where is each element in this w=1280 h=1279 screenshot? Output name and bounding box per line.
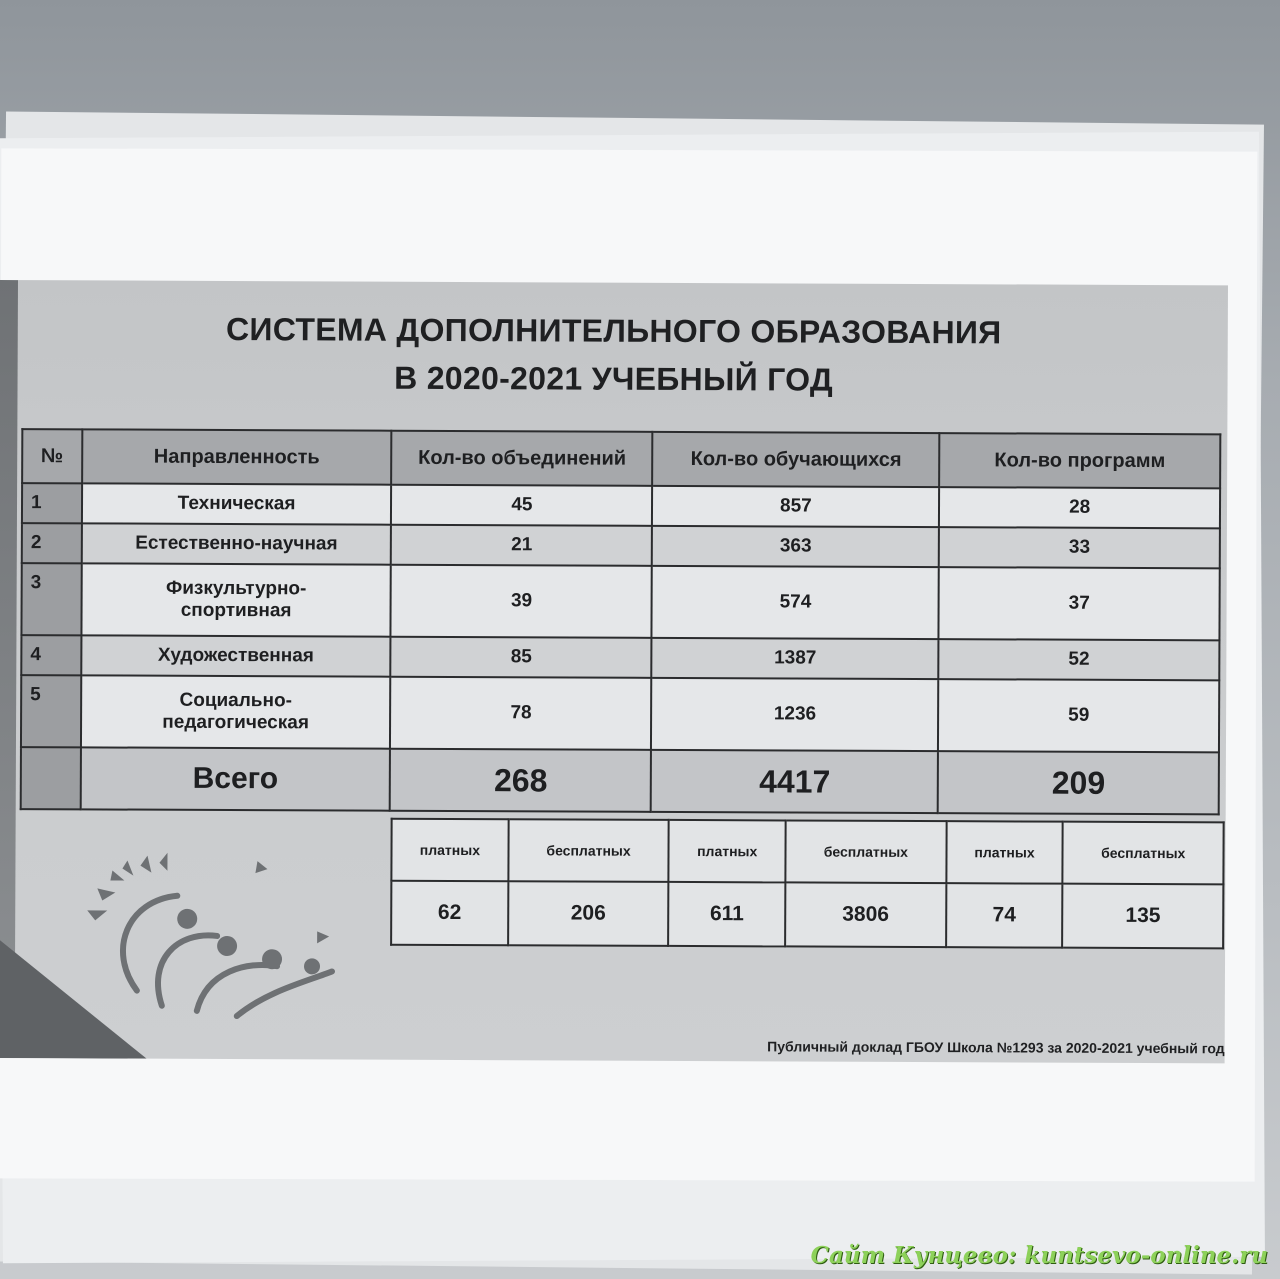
row-direction: Социально-педагогическая <box>81 675 391 748</box>
header-num: № <box>22 429 82 483</box>
students-free-label: бесплатных <box>785 820 946 883</box>
page-title: СИСТЕМА ДОПОЛНИТЕЛЬНОГО ОБРАЗОВАНИЯ <box>225 310 1002 351</box>
row-num: 5 <box>21 675 81 747</box>
breakdown-labels-row <box>391 819 1223 885</box>
row-students: 1387 <box>652 638 939 679</box>
table-header-row <box>22 429 1220 488</box>
associations-paid-label: платных <box>391 819 508 882</box>
row-associations: 78 <box>390 677 651 750</box>
page-subtitle: В 2020-2021 УЧЕБНЫЙ ГОД <box>394 359 834 398</box>
row-associations: 39 <box>391 565 652 638</box>
table-row <box>22 483 1220 528</box>
associations-free-value: 206 <box>508 881 669 946</box>
row-programs: 59 <box>938 679 1219 752</box>
programs-paid-value: 74 <box>946 883 1063 948</box>
row-direction: Естественно-научная <box>81 523 391 564</box>
row-direction: Физкультурно-спортивная <box>81 563 391 636</box>
table-row <box>21 563 1219 640</box>
education-table <box>20 428 1222 815</box>
row-students: 857 <box>652 486 939 527</box>
associations-paid-value: 62 <box>391 881 508 946</box>
students-paid-label: платных <box>669 820 786 883</box>
school-logo-icon <box>67 840 368 1021</box>
row-direction: Художественная <box>81 635 391 676</box>
students-free-value: 3806 <box>785 882 946 947</box>
programs-free-label: бесплатных <box>1063 822 1224 885</box>
total-label: Всего <box>80 747 390 810</box>
total-students: 4417 <box>651 750 938 813</box>
header-programs: Кол-во программ <box>939 433 1220 488</box>
total-programs: 209 <box>938 751 1219 814</box>
header-direction: Направленность <box>82 429 392 484</box>
header-students: Кол-во обучающихся <box>653 432 940 487</box>
row-num: 1 <box>22 483 82 523</box>
programs-free-value: 135 <box>1063 884 1224 949</box>
row-associations: 85 <box>391 637 652 678</box>
row-programs: 28 <box>939 487 1220 528</box>
total-associations: 268 <box>390 749 651 812</box>
row-students: 1236 <box>651 678 938 751</box>
table-row <box>22 523 1220 568</box>
row-students: 363 <box>652 526 939 567</box>
table-total-row <box>21 747 1219 814</box>
row-num: 4 <box>21 635 81 675</box>
printed-slide <box>0 280 1228 1063</box>
table-row <box>21 635 1219 680</box>
row-direction: Техническая <box>82 483 392 524</box>
paid-free-breakdown-table <box>390 818 1225 950</box>
row-num: 2 <box>22 523 82 563</box>
total-num-empty <box>21 747 81 809</box>
row-num: 3 <box>21 563 81 635</box>
associations-free-label: бесплатных <box>508 819 669 882</box>
row-students: 574 <box>652 566 939 639</box>
programs-paid-label: платных <box>946 821 1063 884</box>
row-associations: 21 <box>391 525 652 566</box>
row-associations: 45 <box>391 485 652 526</box>
header-associations: Кол-во объединений <box>392 431 653 486</box>
row-programs: 52 <box>939 639 1220 680</box>
site-watermark: Сайт Кунцево: kuntsevo-online.ru <box>810 1242 1268 1269</box>
students-paid-value: 611 <box>668 882 785 947</box>
breakdown-values-row <box>391 881 1223 949</box>
row-programs: 37 <box>939 567 1220 640</box>
row-programs: 33 <box>939 527 1220 568</box>
report-footer: Публичный доклад ГБОУ Школа №1293 за 2020-2021 учебный год <box>767 1038 1225 1057</box>
table-row <box>21 675 1219 752</box>
